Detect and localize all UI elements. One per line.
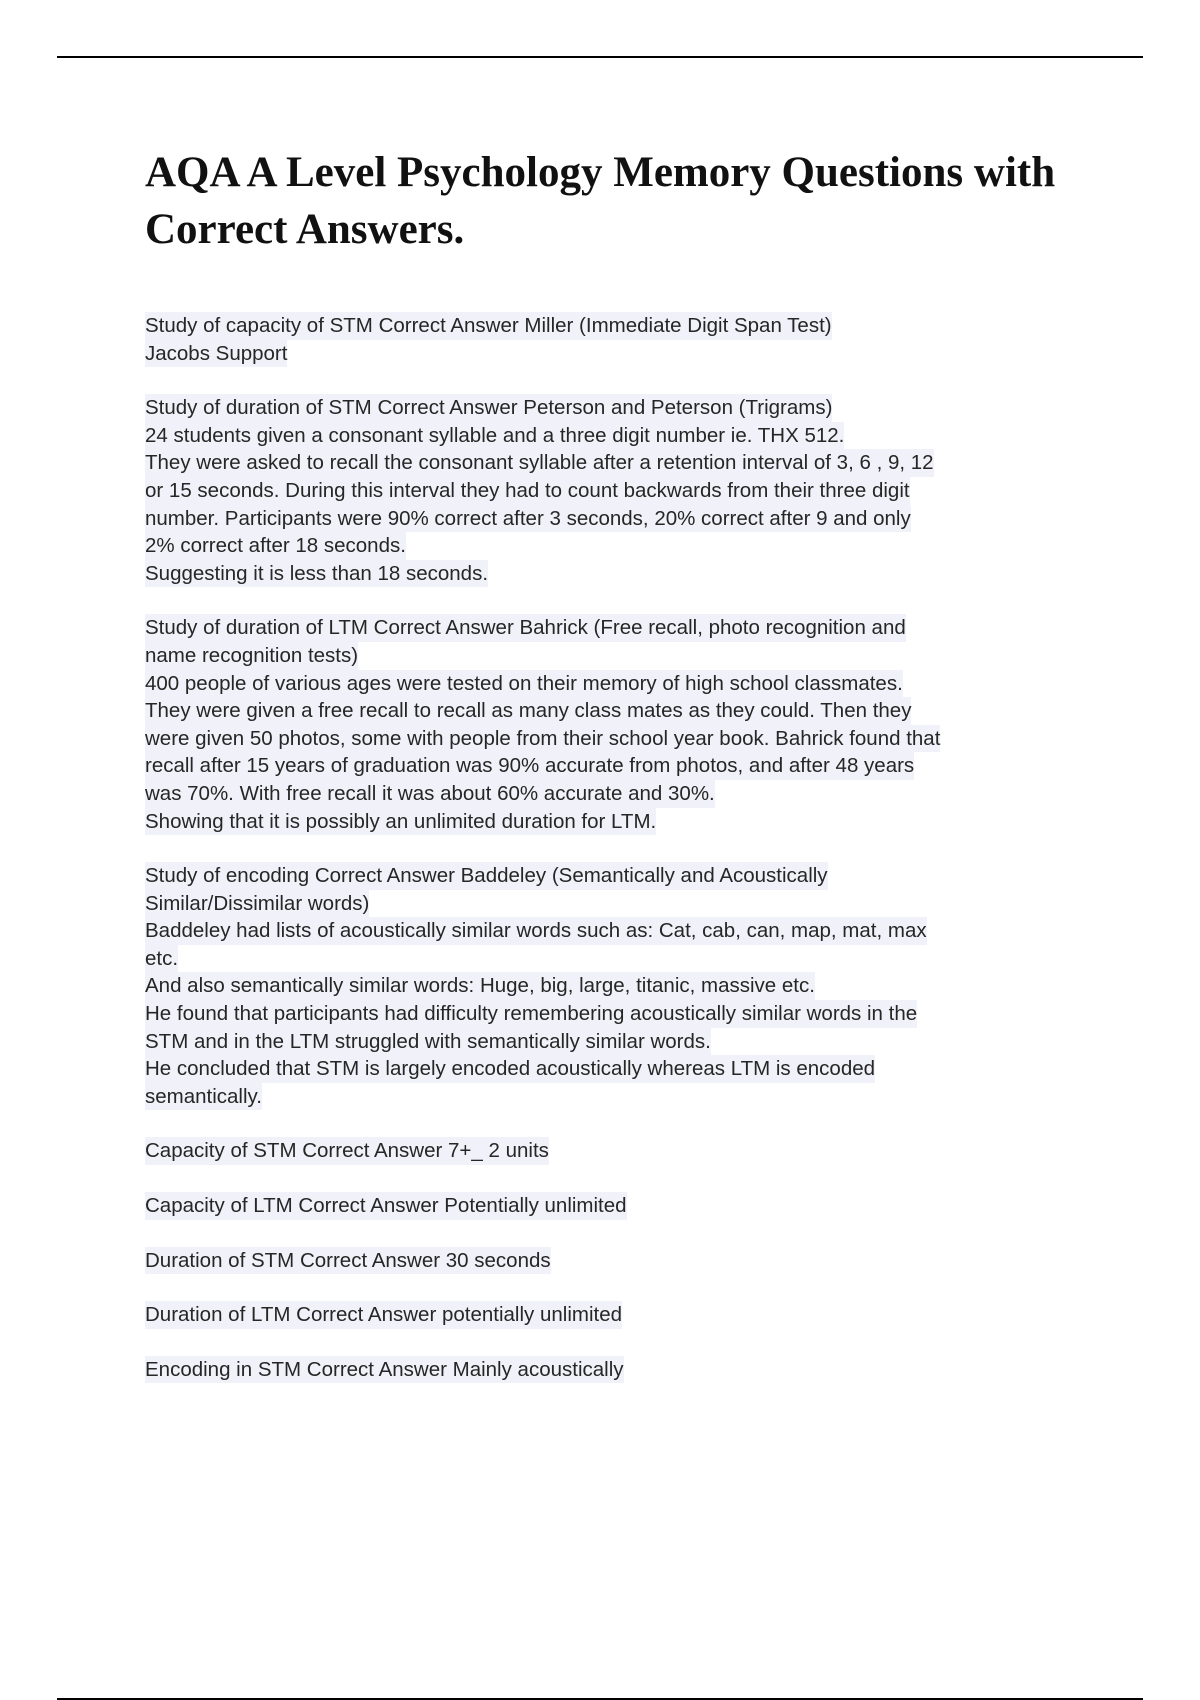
qa-entry [145, 312, 1095, 367]
entry-line: Baddeley had lists of acoustically similar words such as: Cat, cab, can, map, mat, max [145, 917, 927, 945]
entry-line: Jacobs Support [145, 340, 287, 368]
entry-line: etc. [145, 945, 178, 973]
qa-list [145, 312, 1095, 1410]
entry-line: He found that participants had difficulty remembering acoustically similar words in the [145, 1000, 917, 1028]
entry-line: Duration of LTM Correct Answer potentially unlimited [145, 1301, 622, 1329]
qa-entry [145, 1301, 1095, 1329]
qa-entry [145, 1356, 1095, 1384]
entry-line: Duration of STM Correct Answer 30 seconds [145, 1247, 551, 1275]
entry-line: Suggesting it is less than 18 seconds. [145, 560, 488, 588]
qa-entry [145, 614, 1095, 835]
qa-entry [145, 1247, 1095, 1275]
entry-line: He concluded that STM is largely encoded acoustically whereas LTM is encoded [145, 1055, 875, 1083]
entry-line: name recognition tests) [145, 642, 358, 670]
entry-line: STM and in the LTM struggled with semantically similar words. [145, 1028, 711, 1056]
entry-line: Capacity of STM Correct Answer 7+_ 2 units [145, 1137, 549, 1165]
entry-line: were given 50 photos, some with people from their school year book. Bahrick found that [145, 725, 940, 753]
qa-entry [145, 1137, 1095, 1165]
entry-line: Similar/Dissimilar words) [145, 890, 369, 918]
entry-line: was 70%. With free recall it was about 60% accurate and 30%. [145, 780, 715, 808]
qa-entry [145, 862, 1095, 1110]
entry-line: They were given a free recall to recall as many class mates as they could. Then they [145, 697, 911, 725]
entry-line: 400 people of various ages were tested on their memory of high school classmates. [145, 670, 903, 698]
qa-entry [145, 1192, 1095, 1220]
entry-line: recall after 15 years of graduation was 90% accurate from photos, and after 48 years [145, 752, 914, 780]
entry-line: Study of duration of STM Correct Answer Peterson and Peterson (Trigrams) [145, 394, 832, 422]
entry-line: They were asked to recall the consonant syllable after a retention interval of 3, 6 , 9, 12 [145, 449, 934, 477]
entry-line: Encoding in STM Correct Answer Mainly acoustically [145, 1356, 624, 1384]
entry-line: 24 students given a consonant syllable and a three digit number ie. THX 512. [145, 422, 844, 450]
entry-line: Showing that it is possibly an unlimited duration for LTM. [145, 808, 656, 836]
entry-line: number. Participants were 90% correct after 3 seconds, 20% correct after 9 and only [145, 505, 911, 533]
qa-entry [145, 394, 1095, 587]
entry-line: 2% correct after 18 seconds. [145, 532, 406, 560]
entry-line: or 15 seconds. During this interval they had to count backwards from their three digit [145, 477, 910, 505]
entry-line: semantically. [145, 1083, 262, 1111]
entry-line: Study of encoding Correct Answer Baddeley (Semantically and Acoustically [145, 862, 828, 890]
entry-line: Study of capacity of STM Correct Answer Miller (Immediate Digit Span Test) [145, 312, 832, 340]
document-title: AQA A Level Psychology Memory Questions with Correct Answers. [145, 149, 1056, 253]
entry-line: Capacity of LTM Correct Answer Potentially unlimited [145, 1192, 627, 1220]
entry-line: Study of duration of LTM Correct Answer Bahrick (Free recall, photo recognition and [145, 614, 906, 642]
entry-line: And also semantically similar words: Huge, big, large, titanic, massive etc. [145, 972, 815, 1000]
top-divider [57, 56, 1143, 58]
